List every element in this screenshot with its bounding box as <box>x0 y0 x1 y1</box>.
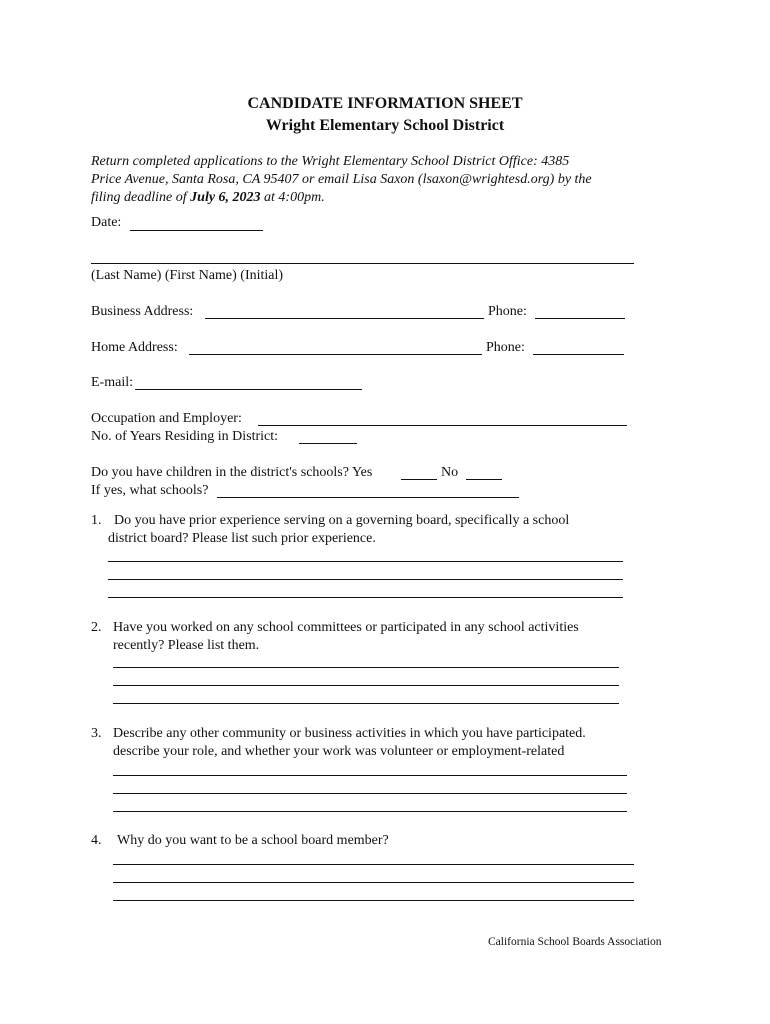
children-no-field[interactable] <box>466 479 502 480</box>
home-address-label: Home Address: <box>91 340 178 355</box>
question-number: 4. <box>91 833 102 848</box>
page-subtitle: Wright Elementary School District <box>265 117 505 134</box>
home-address-field[interactable] <box>189 354 482 355</box>
children-question: Do you have children in the district's schools? Yes <box>91 465 373 480</box>
intro-line-2: Price Avenue, Santa Rosa, CA 95407 or email Lisa Saxon (lsaxon@wrightesd.org) by the <box>91 172 592 187</box>
years-label: No. of Years Residing in District: <box>91 429 279 444</box>
answer-4-line[interactable] <box>113 900 634 901</box>
home-phone-field[interactable] <box>533 354 624 355</box>
children-no-label: No <box>441 465 459 480</box>
intro-line-1: Return completed applications to the Wright Elementary School District Office: 4385 <box>91 154 570 169</box>
footer-text: California School Boards Association <box>488 936 662 948</box>
business-phone-field[interactable] <box>535 318 625 319</box>
occupation-label: Occupation and Employer: <box>91 411 242 426</box>
question-3-text: Describe any other community or business activities in which you have participated. <box>113 726 586 741</box>
question-1-text-cont: district board? Please list such prior experience. <box>108 531 376 546</box>
date-field[interactable] <box>130 230 263 231</box>
answer-4-line[interactable] <box>113 882 634 883</box>
business-phone-label: Phone: <box>488 304 527 319</box>
answer-2-line[interactable] <box>113 667 619 668</box>
name-field[interactable] <box>91 263 634 264</box>
business-address-label: Business Address: <box>91 304 194 319</box>
answer-3-line[interactable] <box>113 775 627 776</box>
answer-2-line[interactable] <box>113 685 619 686</box>
question-2-text-cont: recently? Please list them. <box>113 638 260 653</box>
email-label: E-mail: <box>91 375 133 390</box>
which-schools-label: If yes, what schools? <box>91 483 209 498</box>
question-1-text: Do you have prior experience serving on a governing board, specifically a school <box>114 513 570 528</box>
question-3-text-cont: describe your role, and whether your work was volunteer or employment-related <box>113 744 565 759</box>
which-schools-field[interactable] <box>217 497 519 498</box>
children-yes-field[interactable] <box>401 479 437 480</box>
page-title: CANDIDATE INFORMATION SHEET <box>247 95 523 112</box>
business-address-field[interactable] <box>205 318 484 319</box>
years-field[interactable] <box>299 443 357 444</box>
answer-1-line[interactable] <box>108 579 623 580</box>
answer-1-line[interactable] <box>108 597 623 598</box>
email-field[interactable] <box>135 389 362 390</box>
question-number: 3. <box>91 726 102 741</box>
intro-line-3: filing deadline of July 6, 2023 at 4:00pm. <box>91 190 325 205</box>
date-label: Date: <box>91 215 122 230</box>
answer-3-line[interactable] <box>113 811 627 812</box>
name-caption: (Last Name) (First Name) (Initial) <box>91 268 284 283</box>
answer-1-line[interactable] <box>108 561 623 562</box>
answer-3-line[interactable] <box>113 793 627 794</box>
answer-4-line[interactable] <box>113 864 634 865</box>
question-number: 2. <box>91 620 102 635</box>
deadline-date: July 6, 2023 <box>190 190 261 205</box>
answer-2-line[interactable] <box>113 703 619 704</box>
occupation-field[interactable] <box>258 425 627 426</box>
home-phone-label: Phone: <box>486 340 525 355</box>
question-2-text: Have you worked on any school committees or participated in any school activities <box>113 620 579 635</box>
question-number: 1. <box>91 513 102 528</box>
question-4-text: Why do you want to be a school board member? <box>117 833 389 848</box>
